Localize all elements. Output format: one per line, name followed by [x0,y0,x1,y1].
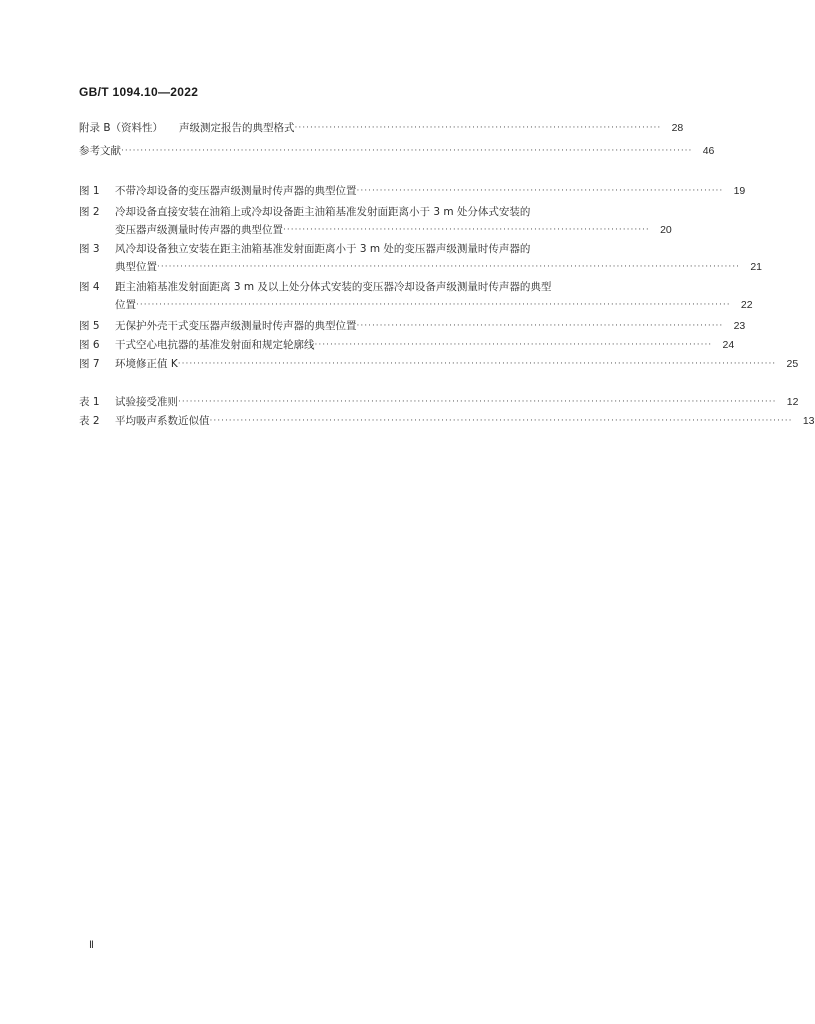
toc-dot-leader: ······················································································································································· [157,262,740,272]
toc-table-label: 表 1 [79,396,100,408]
toc-figure-label: 图 3 [79,243,100,255]
standard-number: GB/T 1094.10—2022 [79,85,199,99]
toc-page-number: 12 [786,396,799,408]
toc-page-number: 13 [802,415,815,427]
toc-dot-leader: ······························································································· [283,225,650,235]
toc-dot-leader: ······························································································· [356,186,724,196]
toc-entry-table[interactable] [79,393,799,411]
toc-page-number: 20 [660,224,672,236]
toc-page-number: 19 [733,185,746,197]
toc-figure-label: 图 5 [79,320,100,332]
toc-page-number: 28 [671,122,684,134]
toc-table-label: 表 2 [79,415,100,427]
toc-figure-title: 距主油箱基准发射面距离 3 m 及以上处分体式安装的变压器冷却设备声级测量时传声器的典型 [115,281,552,293]
toc-entry-figure[interactable] [79,278,638,296]
toc-figure-title: 冷却设备直接安装在油箱上或冷却设备距主油箱基准发射面距离小于 3 m 处分体式安装的 [115,206,531,218]
toc-entry-figure[interactable] [79,317,746,335]
toc-figure-label: 图 2 [79,206,100,218]
toc-entry-figure[interactable] [79,203,638,221]
toc-figure-title-continued: 位置 [115,299,136,311]
toc-dot-leader: ······························································································· [294,123,662,133]
toc-page-number: 24 [722,339,735,351]
toc-figure-title-continued: 变压器声级测量时传声器的典型位置 [115,224,283,236]
toc-page-number: 25 [786,358,799,370]
toc-figure-title-continued: 典型位置 [115,261,157,273]
toc-dot-leader: ······································································································· [314,340,713,350]
toc-entry-figure-continued[interactable] [79,296,753,314]
toc-entry-references[interactable] [79,142,715,160]
toc-entry-table[interactable] [79,412,815,430]
toc-entry-figure-continued[interactable] [79,221,672,239]
toc-figure-title: 环境修正值 K [115,358,178,370]
toc-page-number: 22 [740,299,753,311]
toc-page-number: 21 [750,261,762,273]
page-number: Ⅱ [89,940,94,951]
toc-figure-label: 图 7 [79,358,100,370]
toc-figure-title: 无保护外壳干式变压器声级测量时传声器的典型位置 [115,320,357,332]
toc-entry-annex-b[interactable] [79,119,684,137]
toc-table-title: 平均吸声系数近似值 [115,415,210,427]
toc-dot-leader: ··························································································································································· [178,397,777,407]
toc-table-title: 试验接受准则 [115,396,178,408]
toc-dot-leader: ···················································································································································· [121,146,693,156]
toc-figure-label: 图 1 [79,185,100,197]
toc-dot-leader: ··························································································································································· [177,359,777,369]
toc-annex-label: 附录 B（资料性） [79,122,164,134]
toc-entry-figure[interactable] [79,240,638,258]
toc-figure-label: 图 6 [79,339,100,351]
toc-figure-label: 图 4 [79,281,100,293]
toc-references-title: 参考文献 [79,145,121,157]
toc-figure-title: 不带冷却设备的变压器声级测量时传声器的典型位置 [115,185,357,197]
toc-page-number: 46 [702,145,715,157]
toc-entry-figure[interactable] [79,355,799,373]
toc-entry-figure-continued[interactable] [79,258,762,276]
toc-entry-figure[interactable] [79,182,746,200]
toc-dot-leader: ······························································································· [356,321,724,331]
toc-figure-title: 风冷却设备独立安装在距主油箱基准发射面距离小于 3 m 处的变压器声级测量时传声器的 [115,243,531,255]
toc-figure-title: 干式空心电抗器的基准发射面和规定轮廓线 [115,339,315,351]
toc-entry-figure[interactable] [79,336,735,354]
toc-page-number: 23 [733,320,746,332]
toc-annex-title: 声级测定报告的典型格式 [179,122,295,134]
toc-dot-leader: ······················································································································································· [209,416,793,426]
toc-dot-leader: ·························································································································································· [136,300,731,310]
